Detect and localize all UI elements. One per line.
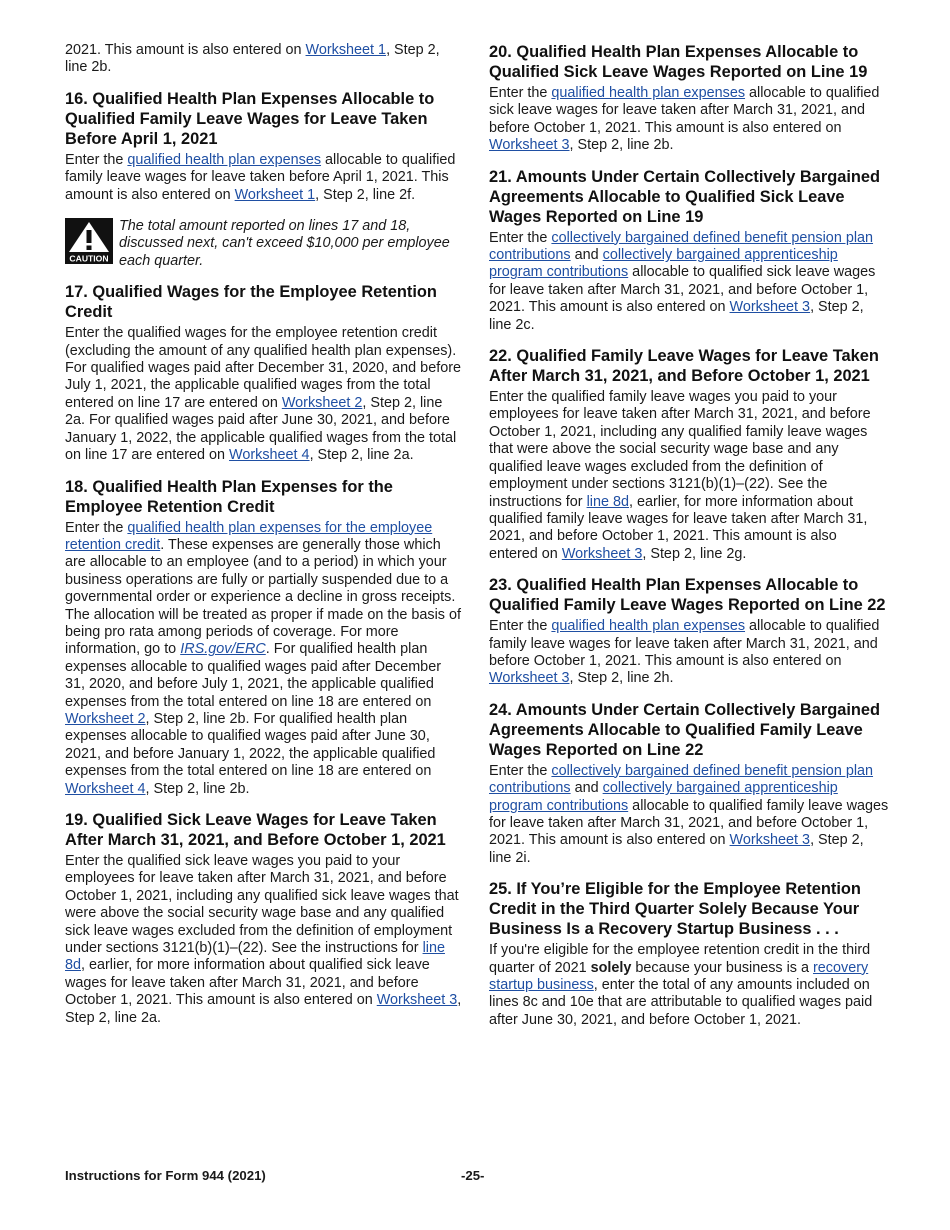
section-20-body: Enter the qualified health plan expenses allocable to qualified sick leave wages for leave taken after March 31, 2021, and before October 1, 2021. This amount is also entered on Worksheet 3, Step 2, line 2b.: [489, 85, 880, 154]
qualified-health-plan-expenses-link[interactable]: qualified health plan expenses: [551, 618, 746, 635]
worksheet-3-link[interactable]: Worksheet 3: [489, 670, 570, 687]
qualified-health-plan-expenses-link[interactable]: qualified health plan expenses: [127, 151, 322, 168]
worksheet-2-link[interactable]: Worksheet 2: [65, 710, 146, 727]
section-16-body: Enter the qualified health plan expenses allocable to qualified family leave wages for leave taken before April 1, 2021. This amount is also entered on Worksheet 1, Step 2, line 2f.: [65, 151, 456, 203]
worksheet-3-link[interactable]: Worksheet 3: [489, 137, 570, 154]
section-19-body: Enter the qualified sick leave wages you paid to your employees for leave taken after March 31, 2021, and before October 1, 2021, including any qualified sick leave wages that were above the social security wage base and any qualified sick leave wages excluded from the definition of employment under sections 3121(b)(1)–(22). See the instructions for line 8d, earlier, for more information about qualified sick leave wages for leave taken after March 31, 2021, and before October 1, 2021. This amount is also entered on Worksheet 3, Step 2, line 2a.: [65, 853, 462, 1026]
section-17: [65, 282, 463, 464]
section-16: [65, 89, 463, 204]
section-24: [489, 700, 889, 867]
section-24-heading: 24. Amounts Under Certain Collectively Bargained Agreements Allocable to Qualified Family Leave Wages Reported on Line 22: [489, 700, 881, 759]
worksheet-4-link[interactable]: Worksheet 4: [65, 780, 146, 797]
section-22-heading: 22. Qualified Family Leave Wages for Leave Taken After March 31, 2021, and Before October 1, 2021: [489, 347, 879, 386]
worksheet-4-link[interactable]: Worksheet 4: [229, 447, 310, 464]
line-8d-link[interactable]: line 8d: [586, 493, 629, 510]
pension-plan-contributions-link[interactable]: collectively bargained defined benefit pension plan contributions: [489, 229, 874, 264]
page-footer: [65, 1168, 889, 1186]
right-column: [489, 42, 889, 1029]
section-18: [65, 477, 463, 799]
apprenticeship-contributions-link[interactable]: collectively bargained apprenticeship program contributions: [489, 247, 838, 281]
caution-label: CAUTION: [69, 253, 109, 264]
pension-plan-contributions-link[interactable]: collectively bargained defined benefit pension plan contributions: [489, 762, 874, 797]
section-19-heading: 19. Qualified Sick Leave Wages for Leave Taken After March 31, 2021, and Before October 1, 2021: [65, 811, 446, 849]
worksheet-2-link[interactable]: Worksheet 2: [281, 394, 363, 411]
section-21: [489, 167, 889, 334]
section-25-heading: 25. If You’re Eligible for the Employee Retention Credit in the Third Quarter Solely Because Your Business Is a Recovery Startup Business . . .: [489, 880, 861, 939]
section-18-heading: 18. Qualified Health Plan Expenses for the Employee Retention Credit: [65, 477, 393, 516]
section-18-body: Enter the qualified health plan expenses for the employee retention credit. These expenses are generally those which are allocable to an employee (and to a period) in which your business operations are fully or partially suspended due to a governmental order or experience a decline in gross receipts. The allocation will be treated as proper if made on the basis of being pro rata among periods of coverage. For more information, go to IRS.gov/ERC. For qualified health plan expenses allocable to qualified wages paid after December 31, 2020, and before July 1, 2021, the applicable qualified expenses from the total entered on line 18 are entered on Worksheet 2, Step 2, line 2b. For qualified health plan expenses allocable to qualified wages paid after June 30, 2021, and before January 1, 2022, the applicable qualified expenses from the total entered on line 18 are entered on Worksheet 4, Step 2, line 2b.: [65, 519, 461, 797]
worksheet-3-link[interactable]: Worksheet 3: [561, 545, 643, 562]
section-23-heading: 23. Qualified Health Plan Expenses Allocable to Qualified Family Leave Wages Reported on Line 22: [489, 576, 886, 615]
section-21-body: Enter the collectively bargained defined benefit pension plan contributions and collectively bargained apprenticeship program contributions allocable to qualified sick leave wages for leave taken after March 31, 2021, and before October 1, 2021. This amount is also entered on Worksheet 3, Step 2, line 2c.: [489, 229, 876, 333]
section-17-body: Enter the qualified wages for the employee retention credit (excluding the amount of any qualified health plan expenses). For qualified wages paid after December 31, 2020, and before July 1, 2021, the applicable qualified wages from the total entered on line 17 are entered on Worksheet 2, Step 2, line 2a. For qualified wages paid after June 30, 2021, and before January 1, 2022, the applicable qualified wages from the total on line 17 are entered on Worksheet 4, Step 2, line 2a.: [65, 325, 461, 464]
apprenticeship-contributions-link[interactable]: collectively bargained apprenticeship program contributions: [489, 780, 838, 814]
section-23: [489, 575, 889, 688]
recovery-startup-business-link[interactable]: recovery startup business: [489, 959, 869, 993]
left-column: [65, 42, 463, 1027]
section-23-body: Enter the qualified health plan expenses allocable to qualified family leave wages for leave taken after March 31, 2021, and before October 1, 2021. This amount is also entered on Worksheet 3, Step 2, line 2h.: [489, 618, 880, 687]
solely-emphasis: solely: [590, 959, 632, 976]
worksheet-1-link[interactable]: Worksheet 1: [234, 186, 316, 203]
section-24-body: Enter the collectively bargained defined benefit pension plan contributions and collectively bargained apprenticeship program contributions allocable to qualified family leave wages for leave taken after March 31, 2021, and before October 1, 2021. This amount is also entered on Worksheet 3, Step 2, line 2i.: [489, 762, 889, 866]
section-20-heading: 20. Qualified Health Plan Expenses Allocable to Qualified Sick Leave Wages Reported on Line 19: [489, 43, 868, 81]
worksheet-1-link[interactable]: Worksheet 1: [305, 42, 387, 58]
section-22-body: Enter the qualified family leave wages you paid to your employees for leave taken after March 31, 2021, and before October 1, 2021, including any qualified family leave wages that were above the social security wage base and any qualified leave wages excluded from the definition of employment under sections 3121(b)(1)–(22). See the instructions for line 8d, earlier, for more information about qualified family leave wages for leave taken after March 31, 2021, and before October 1, 2021. This amount is also entered on Worksheet 3, Step 2, line 2g.: [489, 389, 871, 562]
irs-gov-erc-link[interactable]: IRS.gov/ERC: [180, 641, 266, 658]
page-number: -25-: [461, 1168, 485, 1183]
section-25-body: If you're eligible for the employee retention credit in the third quarter of 2021 solely because your business is a recovery startup business, enter the total of any amounts included on lines 8c and 10e that are attributable to qualified wages paid after June 30, 2021, and before October 1, 2021.: [489, 942, 873, 1028]
section-22: [489, 346, 889, 563]
caution-icon: [65, 218, 113, 264]
section-16-heading: 16. Qualified Health Plan Expenses Allocable to Qualified Family Leave Wages for Leave Taken Before April 1, 2021: [65, 89, 435, 148]
qualified-health-plan-expenses-erc-link[interactable]: qualified health plan expenses for the employee retention credit: [65, 519, 433, 553]
section-21-heading: 21. Amounts Under Certain Collectively Bargained Agreements Allocable to Qualified Sick Leave Wages Reported on Line 19: [489, 167, 881, 226]
continued-paragraph: 2021. This amount is also entered on Worksheet 1, Step 2, line 2b.: [65, 42, 440, 76]
qualified-health-plan-expenses-link[interactable]: qualified health plan expenses: [551, 85, 746, 101]
caution-note: [65, 218, 463, 270]
worksheet-3-link[interactable]: Worksheet 3: [729, 832, 811, 849]
section-25: [489, 879, 889, 1029]
line-8d-link[interactable]: line 8d: [65, 940, 445, 974]
caution-text: The total amount reported on lines 17 and 18, discussed next, can't exceed $10,000 per employee each quarter.: [119, 218, 450, 269]
section-17-heading: 17. Qualified Wages for the Employee Retention Credit: [65, 283, 437, 322]
footer-form-title: Instructions for Form 944 (2021): [65, 1168, 266, 1183]
worksheet-3-link[interactable]: Worksheet 3: [729, 299, 811, 316]
section-20: [489, 42, 889, 155]
worksheet-3-link[interactable]: Worksheet 3: [376, 992, 458, 1009]
section-19: [65, 810, 463, 1027]
